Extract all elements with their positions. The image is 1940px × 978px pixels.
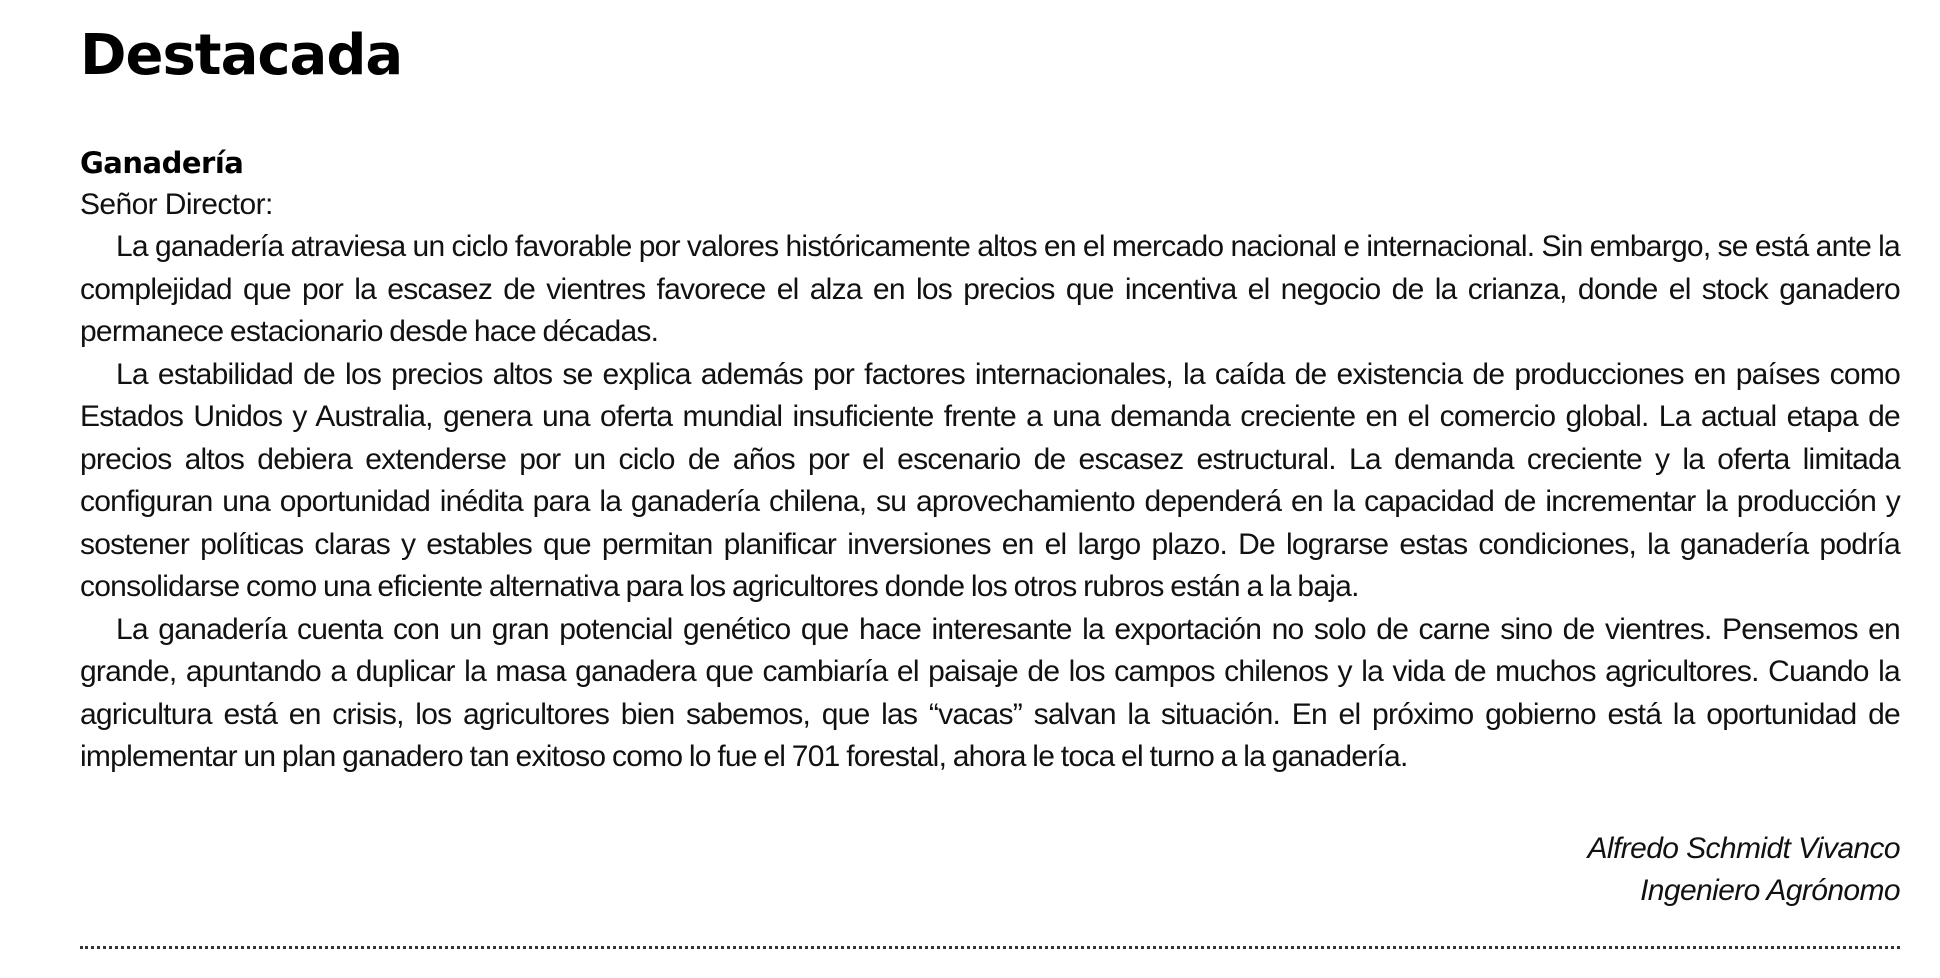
letter-page (80, 0, 1900, 978)
letter-title: Ganadería (80, 146, 244, 180)
salutation: Señor Director: (80, 188, 273, 221)
signature-role: Ingeniero Agrónomo (1640, 874, 1900, 907)
paragraph-1: La ganadería atraviesa un ciclo favorable por valores históricamente altos en el mercado nacional e internacional. Sin embargo, se está ante la complejidad que por la escasez de vientres favorece el alza en los precios que incentiva el negocio de la crianza, donde el stock ganadero permanece estacionario desde hace décadas. (80, 230, 1900, 348)
dotted-divider (80, 946, 1900, 949)
signature-name: Alfredo Schmidt Vivanco (1587, 832, 1900, 865)
paragraph-3: La ganadería cuenta con un gran potencial genético que hace interesante la exportación no solo de carne sino de vientres. Pensemos en grande, apuntando a duplicar la masa ganadera que cambiaría el paisaje de los campos chilenos y la vida de muchos agricultores. Cuando la agricultura está en crisis, los agricultores bien sabemos, que las “vacas” salvan la situación. En el próximo gobierno está la oportunidad de implementar un plan ganadero tan exitoso como lo fue el 701 forestal, ahora le toca el turno a la ganadería. (80, 612, 1900, 773)
letter (80, 142, 1900, 779)
paragraph-2: La estabilidad de los precios altos se explica además por factores internacionales, la caída de existencia de producciones en países como Estados Unidos y Australia, genera una oferta mundial insuficiente frente a una demanda creciente en el comercio global. La actual etapa de precios altos debiera extenderse por un ciclo de años por el escenario de escasez estructural. La demanda creciente y la oferta limitada configuran una oportunidad inédita para la ganadería chilena, su aprovechamiento dependerá en la capacidad de incrementar la producción y sostener políticas claras y estables que permitan planificar inversiones en el largo plazo. De lograrse estas condiciones, la ganadería podría consolidarse como una eficiente alternativa para los agricultores donde los otros rubros están a la baja. (80, 357, 1900, 603)
section-heading: Destacada (80, 23, 403, 88)
signature (1588, 828, 1900, 912)
